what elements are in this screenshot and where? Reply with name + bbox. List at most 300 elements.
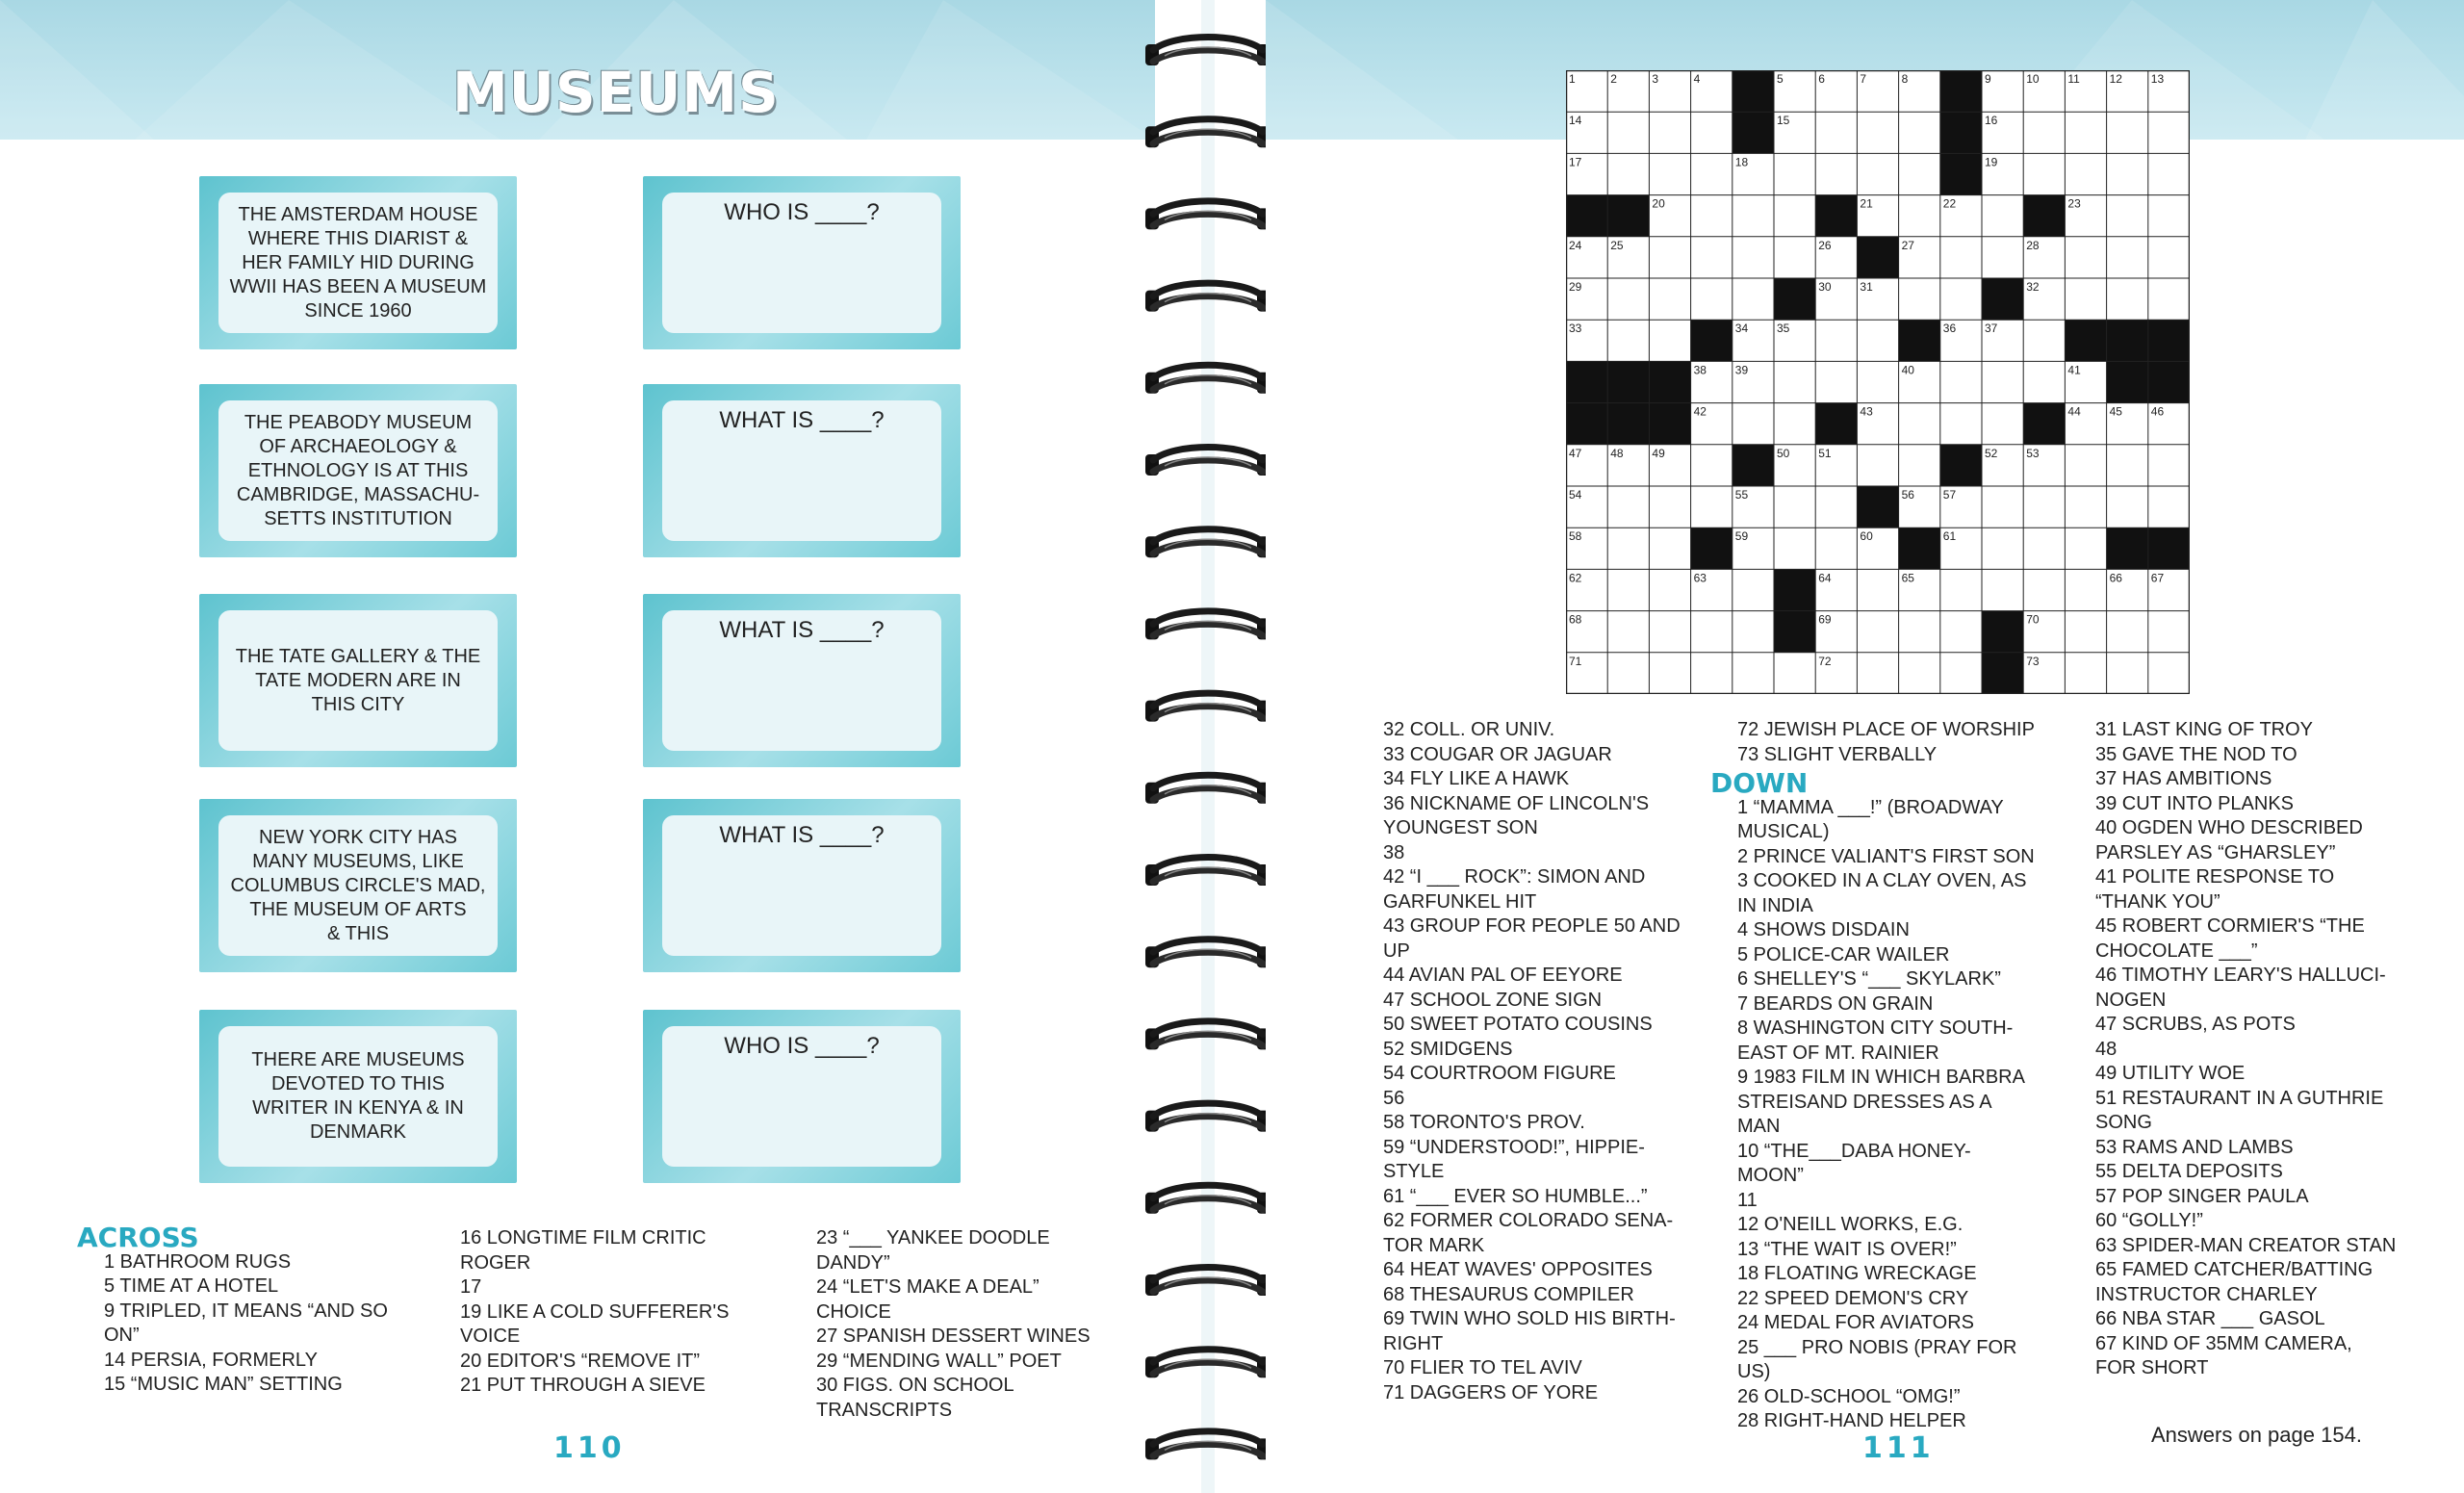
grid-cell[interactable] <box>2023 361 2065 402</box>
clue: 43 GROUP FOR PEOPLE 50 AND UP <box>1383 915 1681 962</box>
grid-cell[interactable] <box>2148 445 2190 486</box>
clue: 62 FORMER COLORADO SENA- TOR MARK <box>1383 1210 1674 1256</box>
grid-number: 36 <box>1942 322 1957 336</box>
clue: 65 FAMED CATCHER/BATTING INSTRUCTOR CHARLEY <box>2095 1259 2374 1305</box>
grid-cell[interactable] <box>1732 569 1774 610</box>
grid-cell[interactable] <box>1607 611 1649 653</box>
grid-number: 22 <box>1942 196 1957 211</box>
grid-number: 56 <box>1901 488 1914 502</box>
grid-black-cell <box>1607 403 1649 445</box>
grid-cell[interactable] <box>2148 195 2190 237</box>
grid-cell[interactable] <box>1691 112 1732 153</box>
grid-black-cell <box>1899 528 1940 569</box>
grid-number: 68 <box>1569 612 1582 627</box>
grid-cell[interactable] <box>1982 195 2023 237</box>
grid-cell[interactable] <box>2023 112 2065 153</box>
grid-cell[interactable] <box>2148 653 2190 694</box>
grid-cell[interactable] <box>1691 486 1732 528</box>
grid-black-cell <box>1815 403 1857 445</box>
clue: 73 SLIGHT VERBALLY <box>1737 743 1938 765</box>
grid-cell[interactable] <box>1899 611 1940 653</box>
clue: 23 “___ YANKEE DOODLE DANDY” <box>816 1227 1050 1274</box>
grid-cell[interactable] <box>2065 278 2106 320</box>
grid-number: 6 <box>1818 72 1825 86</box>
grid-number: 72 <box>1818 654 1832 668</box>
question-card-5 <box>199 1010 517 1183</box>
answer-card-1 <box>643 176 961 349</box>
grid-black-cell <box>1940 112 1982 153</box>
grid-cell[interactable] <box>2023 486 2065 528</box>
grid-black-cell <box>2065 320 2106 361</box>
grid-number: 31 <box>1860 280 1873 294</box>
grid-number: 67 <box>2150 571 2165 585</box>
clue: 68 THESAURUS COMPILER <box>1383 1283 1634 1305</box>
grid-cell[interactable] <box>1732 195 1774 237</box>
clue: 17 <box>460 1276 482 1298</box>
clue: 56 <box>1383 1087 1405 1109</box>
grid-cell[interactable] <box>2065 611 2106 653</box>
clue: 69 TWIN WHO SOLD HIS BIRTH- RIGHT <box>1383 1308 1676 1354</box>
grid-black-cell <box>2023 195 2065 237</box>
grid-number: 41 <box>2067 363 2081 377</box>
clue: 72 JEWISH PLACE OF WORSHIP <box>1737 719 2035 740</box>
clue: 21 PUT THROUGH A SIEVE <box>460 1375 706 1396</box>
grid-cell[interactable] <box>1691 278 1732 320</box>
grid-black-cell <box>1691 320 1732 361</box>
clue: 8 WASHINGTON CITY SOUTH- EAST OF MT. RAINIER <box>1737 1017 2014 1064</box>
across-column-1 <box>77 1222 404 1398</box>
clue: 67 KIND OF 35MM CAMERA, FOR SHORT <box>2095 1332 2352 1378</box>
grid-cell[interactable] <box>1607 528 1649 569</box>
question-text: THE AMSTERDAM HOUSE WHERE THIS DIARIST & HER FAMILY HID DURING WWII HAS BEEN A MUSEUM SINCE 1960 <box>218 193 498 333</box>
clue: 60 “GOLLY!” <box>2095 1210 2203 1231</box>
grid-cell[interactable] <box>1899 112 1940 153</box>
grid-cell[interactable] <box>2023 528 2065 569</box>
grid-cell[interactable] <box>2065 153 2106 194</box>
grid-cell[interactable] <box>1940 278 1982 320</box>
grid-cell[interactable] <box>1774 195 1815 237</box>
grid-cell[interactable] <box>2148 611 2190 653</box>
grid-number: 45 <box>2109 404 2122 419</box>
grid-number: 49 <box>1652 446 1665 460</box>
grid-number: 14 <box>1569 114 1582 128</box>
grid-number: 62 <box>1569 571 1582 585</box>
grid-cell[interactable] <box>2107 153 2148 194</box>
grid-cell[interactable] <box>2107 195 2148 237</box>
down-column-2 <box>2095 718 2413 1381</box>
grid-black-cell <box>2107 361 2148 402</box>
grid-cell[interactable] <box>1774 361 1815 402</box>
grid-cell[interactable] <box>1691 611 1732 653</box>
grid-cell[interactable] <box>1649 112 1690 153</box>
grid-cell[interactable] <box>1774 653 1815 694</box>
clue: 61 “___ EVER SO HUMBLE...” <box>1383 1185 1648 1207</box>
clue: 20 EDITOR'S “REMOVE IT” <box>460 1350 701 1372</box>
grid-cell[interactable] <box>1857 653 1898 694</box>
grid-cell[interactable] <box>1899 153 1940 194</box>
clue: 49 UTILITY WOE <box>2095 1063 2246 1084</box>
grid-number: 27 <box>1901 238 1914 252</box>
grid-black-cell <box>1982 611 2023 653</box>
grid-cell[interactable] <box>1857 320 1898 361</box>
grid-number: 70 <box>2026 612 2040 627</box>
grid-cell[interactable] <box>1899 445 1940 486</box>
grid-cell[interactable] <box>2148 486 2190 528</box>
clue: 10 “THE___DABA HONEY- MOON” <box>1737 1140 1971 1186</box>
grid-cell[interactable] <box>1857 445 1898 486</box>
grid-cell[interactable] <box>2023 320 2065 361</box>
grid-number: 15 <box>1777 114 1790 128</box>
grid-cell[interactable] <box>1815 528 1857 569</box>
clue: 31 LAST KING OF TROY <box>2095 719 2313 740</box>
grid-black-cell <box>1607 195 1649 237</box>
question-card-3 <box>199 594 517 767</box>
grid-black-cell <box>1732 445 1774 486</box>
grid-cell[interactable] <box>1857 153 1898 194</box>
clue: 45 ROBERT CORMIER'S “THE CHOCOLATE ___” <box>2095 915 2365 962</box>
grid-cell[interactable] <box>1649 569 1690 610</box>
grid-number: 16 <box>1985 114 1998 128</box>
clue: 13 “THE WAIT IS OVER!” <box>1737 1238 1957 1260</box>
grid-cell[interactable] <box>1857 112 1898 153</box>
clue: 50 SWEET POTATO COUSINS <box>1383 1014 1653 1035</box>
grid-black-cell <box>1857 237 1898 278</box>
answer-text: WHAT IS ____? <box>662 815 941 956</box>
clue: 7 BEARDS ON GRAIN <box>1737 992 1934 1015</box>
grid-cells <box>1566 70 2190 694</box>
clue: 2 PRINCE VALIANT'S FIRST SON <box>1737 845 2035 867</box>
question-text: NEW YORK CITY HAS MANY MUSEUMS, LIKE COLUMBUS CIRCLE'S MAD, THE MUSEUM OF ARTS & THIS <box>218 815 498 956</box>
grid-number: 43 <box>1860 404 1873 419</box>
clue: 1 BATHROOM RUGS <box>104 1250 292 1273</box>
clue: 55 DELTA DEPOSITS <box>2095 1161 2283 1182</box>
grid-cell[interactable] <box>1982 403 2023 445</box>
grid-number: 30 <box>1818 280 1832 294</box>
grid-black-cell <box>1649 361 1690 402</box>
grid-cell[interactable] <box>1732 611 1774 653</box>
grid-black-cell <box>1649 403 1690 445</box>
clue: 40 OGDEN WHO DESCRIBED PARSLEY AS “GHARSLEY” <box>2095 817 2363 863</box>
grid-number: 9 <box>1985 72 1991 86</box>
grid-cell[interactable] <box>1982 237 2023 278</box>
grid-cell[interactable] <box>2107 278 2148 320</box>
crossword-grid[interactable] <box>1566 70 2190 694</box>
question-card-1 <box>199 176 517 349</box>
grid-number: 60 <box>1860 529 1873 544</box>
grid-cell[interactable] <box>2148 278 2190 320</box>
grid-cell[interactable] <box>1815 361 1857 402</box>
clue: 46 TIMOTHY LEARY'S HALLUCI- NOGEN <box>2095 965 2386 1011</box>
grid-cell[interactable] <box>1857 361 1898 402</box>
clue: 9 1983 FILM IN WHICH BARBRA STREISAND DRESSES AS A MAN <box>1737 1067 2025 1137</box>
grid-number: 47 <box>1569 446 1582 460</box>
grid-cell[interactable] <box>2023 153 2065 194</box>
grid-cell[interactable] <box>1649 653 1690 694</box>
grid-cell[interactable] <box>1607 320 1649 361</box>
clue: 5 POLICE-CAR WAILER <box>1737 943 1950 965</box>
clue: 3 COOKED IN A CLAY OVEN, AS IN INDIA <box>1737 870 2027 916</box>
grid-black-cell <box>2107 528 2148 569</box>
grid-cell[interactable] <box>1607 278 1649 320</box>
question-text: THERE ARE MUSEUMS DEVOTED TO THIS WRITER IN KENYA & IN DENMARK <box>218 1026 498 1167</box>
grid-cell[interactable] <box>2107 486 2148 528</box>
grid-number: 32 <box>2026 280 2040 294</box>
grid-cell[interactable] <box>1940 361 1982 402</box>
grid-cell[interactable] <box>1899 653 1940 694</box>
grid-cell[interactable] <box>1815 486 1857 528</box>
grid-number: 55 <box>1734 488 1749 502</box>
clue: 27 SPANISH DESSERT WINES <box>816 1326 1091 1347</box>
grid-cell[interactable] <box>2107 445 2148 486</box>
grid-cell[interactable] <box>1982 528 2023 569</box>
grid-black-cell <box>1566 403 1607 445</box>
grid-number: 59 <box>1734 529 1749 544</box>
clue: 28 RIGHT-HAND HELPER <box>1737 1410 1966 1431</box>
grid-cell[interactable] <box>2065 653 2106 694</box>
question-text: THE TATE GALLERY & THE TATE MODERN ARE IN THIS CITY <box>218 610 498 751</box>
clue: 24 “LET'S MAKE A DEAL” CHOICE <box>816 1276 1040 1323</box>
across-column-2 <box>460 1226 768 1399</box>
grid-number: 73 <box>2026 654 2040 668</box>
grid-cell[interactable] <box>1607 153 1649 194</box>
grid-cell[interactable] <box>1774 237 1815 278</box>
grid-cell[interactable] <box>2107 653 2148 694</box>
grid-number: 39 <box>1734 363 1749 377</box>
grid-cell[interactable] <box>1691 445 1732 486</box>
grid-cell[interactable] <box>1940 403 1982 445</box>
grid-black-cell <box>1940 70 1982 112</box>
grid-number: 3 <box>1652 72 1659 86</box>
grid-cell[interactable] <box>1815 112 1857 153</box>
grid-cell[interactable] <box>1940 569 1982 610</box>
grid-number: 1 <box>1569 72 1576 86</box>
answer-card-2 <box>643 384 961 557</box>
grid-number: 33 <box>1569 322 1582 336</box>
grid-black-cell <box>1566 195 1607 237</box>
grid-number: 4 <box>1693 72 1701 86</box>
answer-text: WHAT IS ____? <box>662 610 941 751</box>
grid-number: 64 <box>1818 571 1832 585</box>
page-title: MUSEUMS <box>452 60 780 125</box>
clue: 22 SPEED DEMON'S CRY <box>1737 1287 1969 1309</box>
grid-number: 17 <box>1569 155 1582 169</box>
grid-cell[interactable] <box>1691 195 1732 237</box>
grid-number: 11 <box>2067 72 2080 86</box>
clue: 16 LONGTIME FILM CRITIC ROGER <box>460 1227 706 1274</box>
clue: 12 O'NEILL WORKS, E.G. <box>1737 1214 1964 1235</box>
grid-cell[interactable] <box>1982 486 2023 528</box>
grid-cell[interactable] <box>1691 653 1732 694</box>
grid-cell[interactable] <box>1607 486 1649 528</box>
grid-black-cell <box>1607 361 1649 402</box>
grid-cell[interactable] <box>1774 486 1815 528</box>
spiral-binding <box>1145 0 1270 1493</box>
grid-number: 54 <box>1569 488 1582 502</box>
grid-number: 29 <box>1569 280 1582 294</box>
grid-cell[interactable] <box>1982 361 2023 402</box>
grid-number: 7 <box>1860 72 1867 86</box>
grid-black-cell <box>1774 569 1815 610</box>
grid-number: 40 <box>1901 363 1914 377</box>
clue: 9 TRIPLED, IT MEANS “AND SO ON” <box>104 1300 388 1346</box>
grid-cell[interactable] <box>1982 569 2023 610</box>
grid-cell[interactable] <box>1857 569 1898 610</box>
grid-cell[interactable] <box>1607 112 1649 153</box>
grid-cell[interactable] <box>2107 112 2148 153</box>
clue: 5 TIME AT A HOTEL <box>104 1275 279 1297</box>
grid-number: 13 <box>2150 72 2165 86</box>
grid-cell[interactable] <box>1649 320 1690 361</box>
answer-text: WHAT IS ____? <box>662 400 941 541</box>
grid-black-cell <box>1732 112 1774 153</box>
grid-number: 12 <box>2109 72 2122 86</box>
grid-cell[interactable] <box>2148 237 2190 278</box>
grid-cell[interactable] <box>2065 528 2106 569</box>
grid-cell[interactable] <box>1691 237 1732 278</box>
grid-cell[interactable] <box>2148 112 2190 153</box>
grid-cell[interactable] <box>2107 611 2148 653</box>
across-down-column <box>1710 718 2038 1434</box>
grid-cell[interactable] <box>2065 237 2106 278</box>
grid-number: 38 <box>1693 363 1707 377</box>
grid-black-cell <box>2148 361 2190 402</box>
grid-cell[interactable] <box>2148 153 2190 194</box>
grid-number: 71 <box>1569 654 1582 668</box>
clue: 36 NICKNAME OF LINCOLN'S YOUNGEST SON <box>1383 792 1650 838</box>
grid-cell[interactable] <box>1649 237 1690 278</box>
clue: 38 <box>1383 841 1405 863</box>
page-number-right: 111 <box>1862 1431 1935 1465</box>
grid-number: 34 <box>1734 322 1749 336</box>
grid-cell[interactable] <box>1649 611 1690 653</box>
grid-number: 2 <box>1610 72 1617 86</box>
grid-cell[interactable] <box>1732 653 1774 694</box>
left-page <box>0 0 1155 1493</box>
grid-cell[interactable] <box>1732 403 1774 445</box>
grid-number: 25 <box>1610 238 1624 252</box>
question-card-4 <box>199 799 517 972</box>
grid-black-cell <box>1940 445 1982 486</box>
clue: 66 NBA STAR ___ GASOL <box>2095 1308 2325 1329</box>
grid-cell[interactable] <box>1649 528 1690 569</box>
clue: 35 GAVE THE NOD TO <box>2095 743 2297 765</box>
clue: 42 “I ___ ROCK”: SIMON AND GARFUNKEL HIT <box>1383 866 1646 913</box>
clue: 19 LIKE A COLD SUFFERER'S VOICE <box>460 1300 730 1347</box>
grid-number: 57 <box>1942 488 1957 502</box>
answer-text: WHO IS ____? <box>662 1026 941 1167</box>
question-card-2 <box>199 384 517 557</box>
clue: 30 FIGS. ON SCHOOL TRANSCRIPTS <box>816 1375 1014 1421</box>
grid-black-cell <box>1815 195 1857 237</box>
grid-black-cell <box>1940 153 1982 194</box>
grid-number: 24 <box>1569 238 1582 252</box>
grid-number: 44 <box>2067 404 2081 419</box>
clue: 59 “UNDERSTOOD!”, HIPPIE- STYLE <box>1383 1136 1645 1182</box>
grid-cell[interactable] <box>1774 528 1815 569</box>
clue: 29 “MENDING WALL” POET <box>816 1350 1062 1372</box>
grid-number: 28 <box>2026 238 2040 252</box>
grid-cell[interactable] <box>1649 486 1690 528</box>
grid-number: 23 <box>2067 196 2081 211</box>
grid-cell[interactable] <box>1899 278 1940 320</box>
clue: 44 AVIAN PAL OF EEYORE <box>1383 965 1623 986</box>
grid-cell[interactable] <box>1815 320 1857 361</box>
grid-cell[interactable] <box>1774 403 1815 445</box>
grid-cell[interactable] <box>1815 153 1857 194</box>
grid-black-cell <box>2107 320 2148 361</box>
grid-cell[interactable] <box>1732 278 1774 320</box>
clue: 18 FLOATING WRECKAGE <box>1737 1263 1977 1284</box>
grid-number: 48 <box>1610 446 1624 460</box>
clue: 54 COURTROOM FIGURE <box>1383 1063 1616 1084</box>
answer-card-5 <box>643 1010 961 1183</box>
grid-cell[interactable] <box>1899 403 1940 445</box>
clue: 25 ___ PRO NOBIS (PRAY FOR US) <box>1737 1336 2017 1382</box>
grid-black-cell <box>1899 320 1940 361</box>
grid-number: 42 <box>1693 404 1707 419</box>
grid-cell[interactable] <box>1940 653 1982 694</box>
grid-cell[interactable] <box>2107 237 2148 278</box>
clue: 58 TORONTO'S PROV. <box>1383 1112 1585 1133</box>
grid-cell[interactable] <box>1649 278 1690 320</box>
grid-cell[interactable] <box>2065 486 2106 528</box>
answer-card-4 <box>643 799 961 972</box>
grid-number: 20 <box>1652 196 1665 211</box>
grid-black-cell <box>1774 278 1815 320</box>
across-column-4 <box>1383 718 1701 1405</box>
grid-cell[interactable] <box>2065 112 2106 153</box>
clue: 33 COUGAR OR JAGUAR <box>1383 743 1612 765</box>
clue: 15 “MUSIC MAN” SETTING <box>104 1374 343 1395</box>
clue: 32 COLL. OR UNIV. <box>1383 719 1555 740</box>
grid-cell[interactable] <box>2023 569 2065 610</box>
grid-cell[interactable] <box>1899 195 1940 237</box>
clue: 6 SHELLEY'S “___ SKYLARK” <box>1737 968 2001 990</box>
clue: 63 SPIDER-MAN CREATOR STAN <box>2095 1234 2397 1256</box>
grid-cell[interactable] <box>1774 153 1815 194</box>
grid-number: 53 <box>2026 446 2040 460</box>
clue: 52 SMIDGENS <box>1383 1038 1513 1060</box>
page-number-left: 110 <box>553 1431 626 1465</box>
clue: 64 HEAT WAVES' OPPOSITES <box>1383 1259 1653 1280</box>
grid-black-cell <box>1691 528 1732 569</box>
grid-number: 21 <box>1860 196 1873 211</box>
grid-cell[interactable] <box>1857 611 1898 653</box>
grid-cell[interactable] <box>1732 237 1774 278</box>
grid-cell[interactable] <box>1607 569 1649 610</box>
grid-cell[interactable] <box>2065 445 2106 486</box>
grid-cell[interactable] <box>2065 569 2106 610</box>
clue: 14 PERSIA, FORMERLY <box>104 1349 318 1371</box>
clue: 51 RESTAURANT IN A GUTHRIE SONG <box>2095 1087 2384 1133</box>
grid-number: 19 <box>1985 155 1998 169</box>
grid-number: 63 <box>1693 571 1707 585</box>
clue: 70 FLIER TO TEL AVIV <box>1383 1357 1582 1378</box>
grid-cell[interactable] <box>1649 153 1690 194</box>
grid-number: 26 <box>1818 238 1832 252</box>
grid-number: 69 <box>1818 612 1832 627</box>
grid-number: 5 <box>1777 72 1784 86</box>
grid-cell[interactable] <box>1691 153 1732 194</box>
grid-cell[interactable] <box>1940 237 1982 278</box>
grid-cell[interactable] <box>1940 611 1982 653</box>
across-heading: ACROSS <box>77 1222 199 1253</box>
down-heading: DOWN <box>1710 767 1809 799</box>
grid-cell[interactable] <box>1607 653 1649 694</box>
clue: 57 POP SINGER PAULA <box>2095 1185 2309 1207</box>
answer-text: WHO IS ____? <box>662 193 941 333</box>
grid-number: 61 <box>1942 529 1957 544</box>
